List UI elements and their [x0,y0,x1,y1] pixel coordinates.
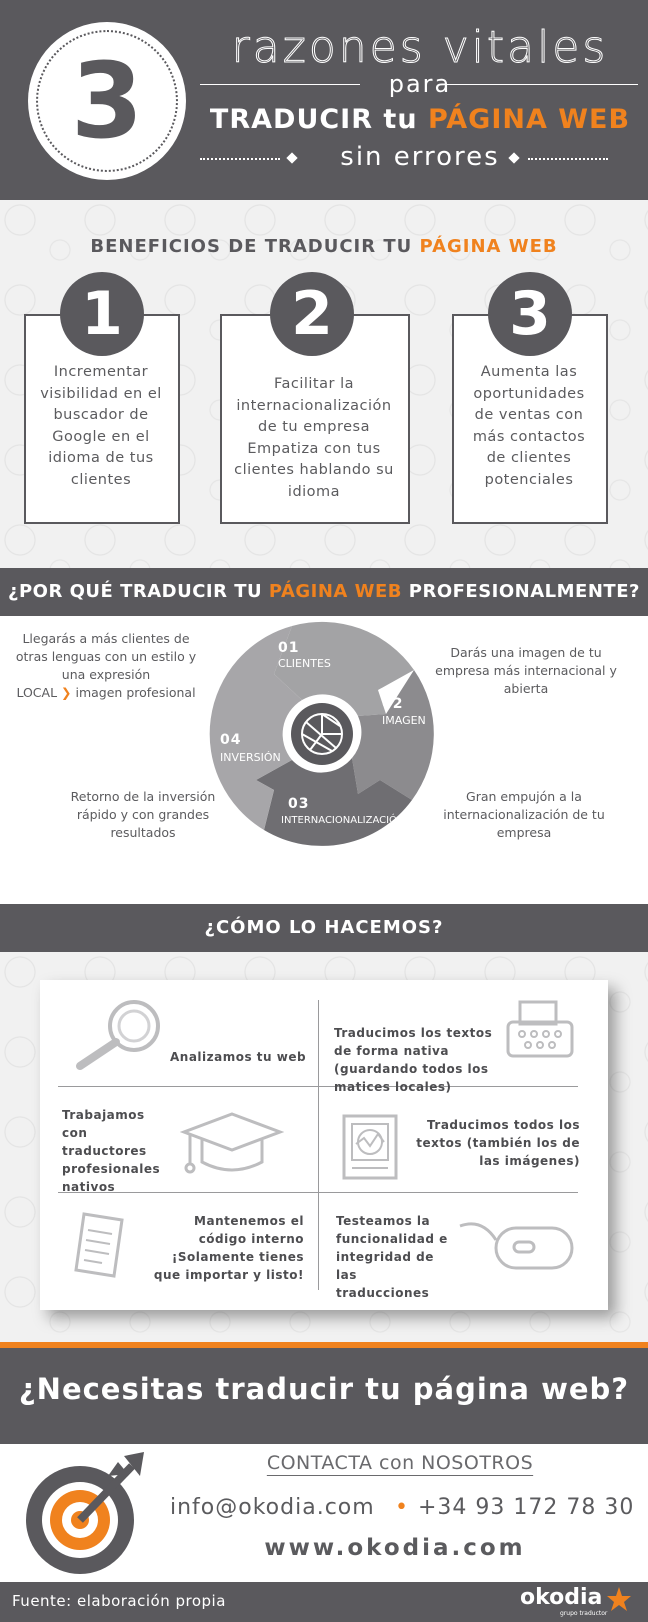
why-text-clientes-main: Llegarás a más clientes de otras lenguas con un estilo y una expresión [15,631,197,682]
header-title-line1: razones vitales [231,22,609,73]
email-link[interactable]: info@okodia.com [170,1495,375,1520]
how-item-1: Analizamos tu web [170,1050,307,1064]
segment-num-04: 04 [220,732,242,748]
cta-title: ¿Necesitas traducir tu página web? [18,1372,630,1406]
header-title-line3-b: PÁGINA WEB [427,104,631,135]
contact-separator: • [395,1495,408,1520]
header-number-badge [28,22,186,180]
why-text-clientes-local: LOCAL [16,685,58,700]
benefits-title-a: BENEFICIOS DE TRADUCIR TU [90,236,420,257]
how-grid-vertical [318,1000,319,1290]
segment-label-internacionalizacion: INTERNACIONALIZACIÓN [281,815,405,826]
benefit-text-2: Facilitar la internacionalización de tu empresa Empatiza con tus clientes hablando su idioma [234,376,394,500]
why-text-internacional: Gran empujón a la internacionalización de tu empresa [443,789,605,840]
graduation-cap-icon [180,1110,284,1182]
how-title: ¿CÓMO LO HACEMOS? [204,917,444,938]
header-number: 3 [70,40,144,162]
header-title-line3 [200,104,640,135]
how-item-3: Trabajamos con traductores profesionales nativos [62,1108,161,1194]
document-icon [66,1210,138,1280]
segment-num-01: 01 [278,640,300,656]
segment-label-imagen: IMAGEN [382,714,426,727]
header-title-line2: para [388,70,452,98]
benefits-title-b: PÁGINA WEB [419,236,558,257]
how-item-6: Testeamos la funcionalidad e integridad de las traducciones [336,1214,448,1300]
benefit-text-1: Incrementar visibilidad en el buscador de Google en el idioma de tus clientes [40,364,162,488]
benefit-number-3: 3 [488,272,572,356]
brand-logo: okodia [520,1585,603,1610]
target-icon [24,1452,150,1578]
how-item-4: Traducimos todos los textos (también los de las imágenes) [416,1118,580,1168]
magnifier-icon [70,996,166,1072]
star-logo-icon [606,1586,632,1612]
why-title [0,581,648,602]
benefit-number-2: 2 [270,272,354,356]
benefit-number-1: 1 [60,272,144,356]
how-item-5: Mantenemos el código interno ¡Solamente tienes que importar y listo! [153,1214,304,1282]
why-text-imagen: Darás una imagen de tu empresa más internacional y abierta [435,645,617,696]
why-title-b: PÁGINA WEB [268,581,402,602]
why-title-c: PROFESIONALMENTE? [402,581,640,602]
segment-num-02: 02 [382,696,404,712]
header-title-line3-a: TRADUCIR tu [209,104,428,135]
source-note: Fuente: elaboración propia [12,1592,226,1610]
segment-label-inversion: INVERSIÓN [220,751,281,764]
typewriter-icon [502,998,578,1062]
header-dots-right [528,158,608,160]
why-text-clientes [8,630,204,702]
header-title-line4: sin errores [340,142,500,172]
how-item-2: Traducimos los textos de forma nativa (guardando todos los matices locales) [334,1026,493,1094]
why-title-a: ¿POR QUÉ TRADUCIR TU [8,581,269,602]
picture-icon [340,1112,400,1182]
mouse-icon [456,1218,576,1278]
phone-link[interactable]: +34 93 172 78 30 [418,1495,635,1520]
benefits-title [0,236,648,257]
benefit-text-3: Aumenta las oportunidades de ventas con más contactos de clientes potenciales [472,364,586,488]
segment-label-clientes: CLIENTES [278,657,331,670]
contact-link[interactable]: CONTACTA con NOSOTROS [266,1452,534,1474]
arrow-right-icon: ❯ [61,685,72,700]
why-text-inversion: Retorno de la inversión rápido y con grandes resultados [70,789,216,840]
why-text-clientes-profesional: imagen profesional [75,685,196,700]
segment-num-03: 03 [288,796,310,812]
website-link[interactable]: www.okodia.com [264,1535,526,1561]
brand-tagline: grupo traductor [560,1610,608,1617]
